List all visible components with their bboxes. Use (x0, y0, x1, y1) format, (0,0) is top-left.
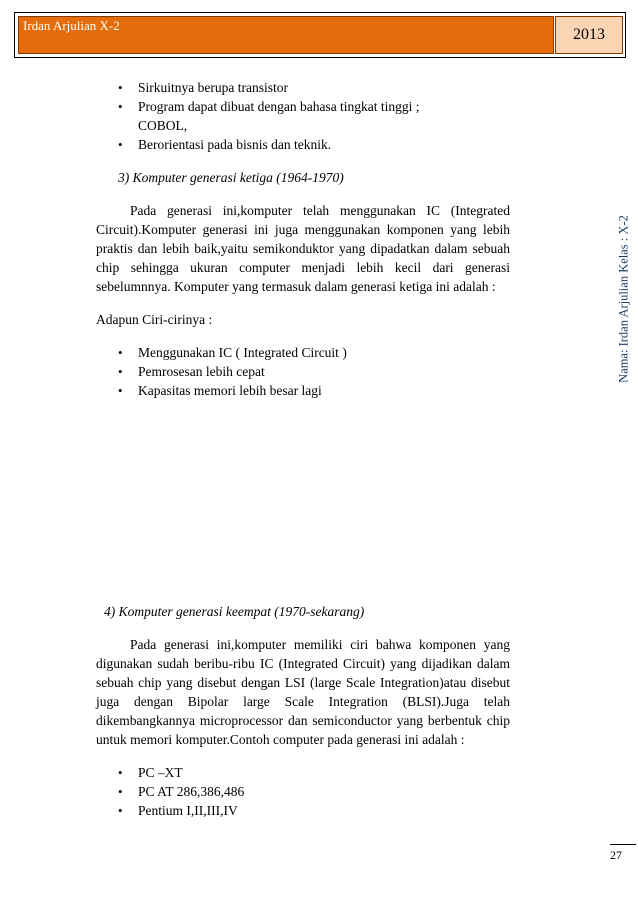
section3-bullet-list (96, 343, 510, 400)
bullet-icon: • (118, 99, 123, 114)
bullet-icon: • (118, 345, 123, 360)
list-item-text: Menggunakan IC ( Integrated Circuit ) (138, 345, 347, 360)
page-number: 27 (610, 848, 622, 862)
document-body (96, 70, 510, 820)
list-item-text: Berorientasi pada bisnis dan teknik. (138, 137, 332, 152)
list-item-text: Pemrosesan lebih cepat (138, 364, 265, 379)
list-item (96, 763, 510, 782)
bullet-icon: • (118, 803, 123, 818)
bullet-icon: • (118, 383, 123, 398)
list-item-continuation: COBOL, (138, 118, 188, 133)
section4-heading: 4) Komputer generasi keempat (1970-sekarang) (104, 604, 365, 619)
top-bullet-list (96, 78, 510, 154)
list-item-text: Pentium I,II,III,IV (138, 803, 238, 818)
list-item (96, 381, 510, 400)
bullet-icon: • (118, 765, 123, 780)
section3-ciri-label: Adapun Ciri-cirinya : (96, 312, 213, 327)
list-item-text: Kapasitas memori lebih besar lagi (138, 383, 322, 398)
bullet-icon: • (118, 80, 123, 95)
bullet-icon: • (118, 364, 123, 379)
list-item-text: Program dapat dibuat dengan bahasa tingkat tinggi ; (138, 99, 420, 114)
list-item (96, 135, 510, 154)
list-item (96, 362, 510, 381)
list-item (96, 782, 510, 801)
list-item (96, 97, 510, 135)
bullet-icon: • (118, 137, 123, 152)
section3-heading: 3) Komputer generasi ketiga (1964-1970) (118, 170, 344, 185)
header-year: 2013 (573, 26, 605, 43)
section4-bullet-list (96, 763, 510, 820)
header-title: Irdan Arjulian X-2 (23, 18, 120, 33)
list-item (96, 78, 510, 97)
side-label: Nama: Irdan Arjulian Kelas : X-2 (616, 215, 631, 383)
page-header (14, 12, 626, 58)
page-number-rule (610, 844, 636, 845)
list-item (96, 801, 510, 820)
list-item-text: PC –XT (138, 765, 183, 780)
section3-paragraph: Pada generasi ini,komputer telah menggunakan IC (Integrated Circuit).Komputer generasi ini juga menggunakan komponen yang lebih praktis dan lebih baik,yaitu semikonduktor yang dipadatkan dalam sebuah chip sehingga ukuran computer menjadi lebih kecil dari generasi sebelumnnya. Komputer yang termasuk dalam generasi ketiga ini adalah : (96, 203, 510, 294)
list-item (96, 343, 510, 362)
header-title-bar (18, 16, 554, 54)
bullet-icon: • (118, 784, 123, 799)
section4-paragraph: Pada generasi ini,komputer memiliki ciri bahwa komponen yang digunakan sudah beribu-ribu IC (Integrated Circuit) yang dijadikan dalam sebuah chip yang disebut dengan LSI (large Scale Integration)atau disebut juga dengan Bipolar large Scale Integration (BLSI).Juga telah dikembangkannya microprocessor dan semiconductor yang berbentuk chip untuk memori komputer.Contoh computer pada generasi ini adalah : (96, 637, 510, 747)
header-year-box (555, 16, 623, 54)
list-item-text: Sirkuitnya berupa transistor (138, 80, 288, 95)
list-item-text: PC AT 286,386,486 (138, 784, 245, 799)
